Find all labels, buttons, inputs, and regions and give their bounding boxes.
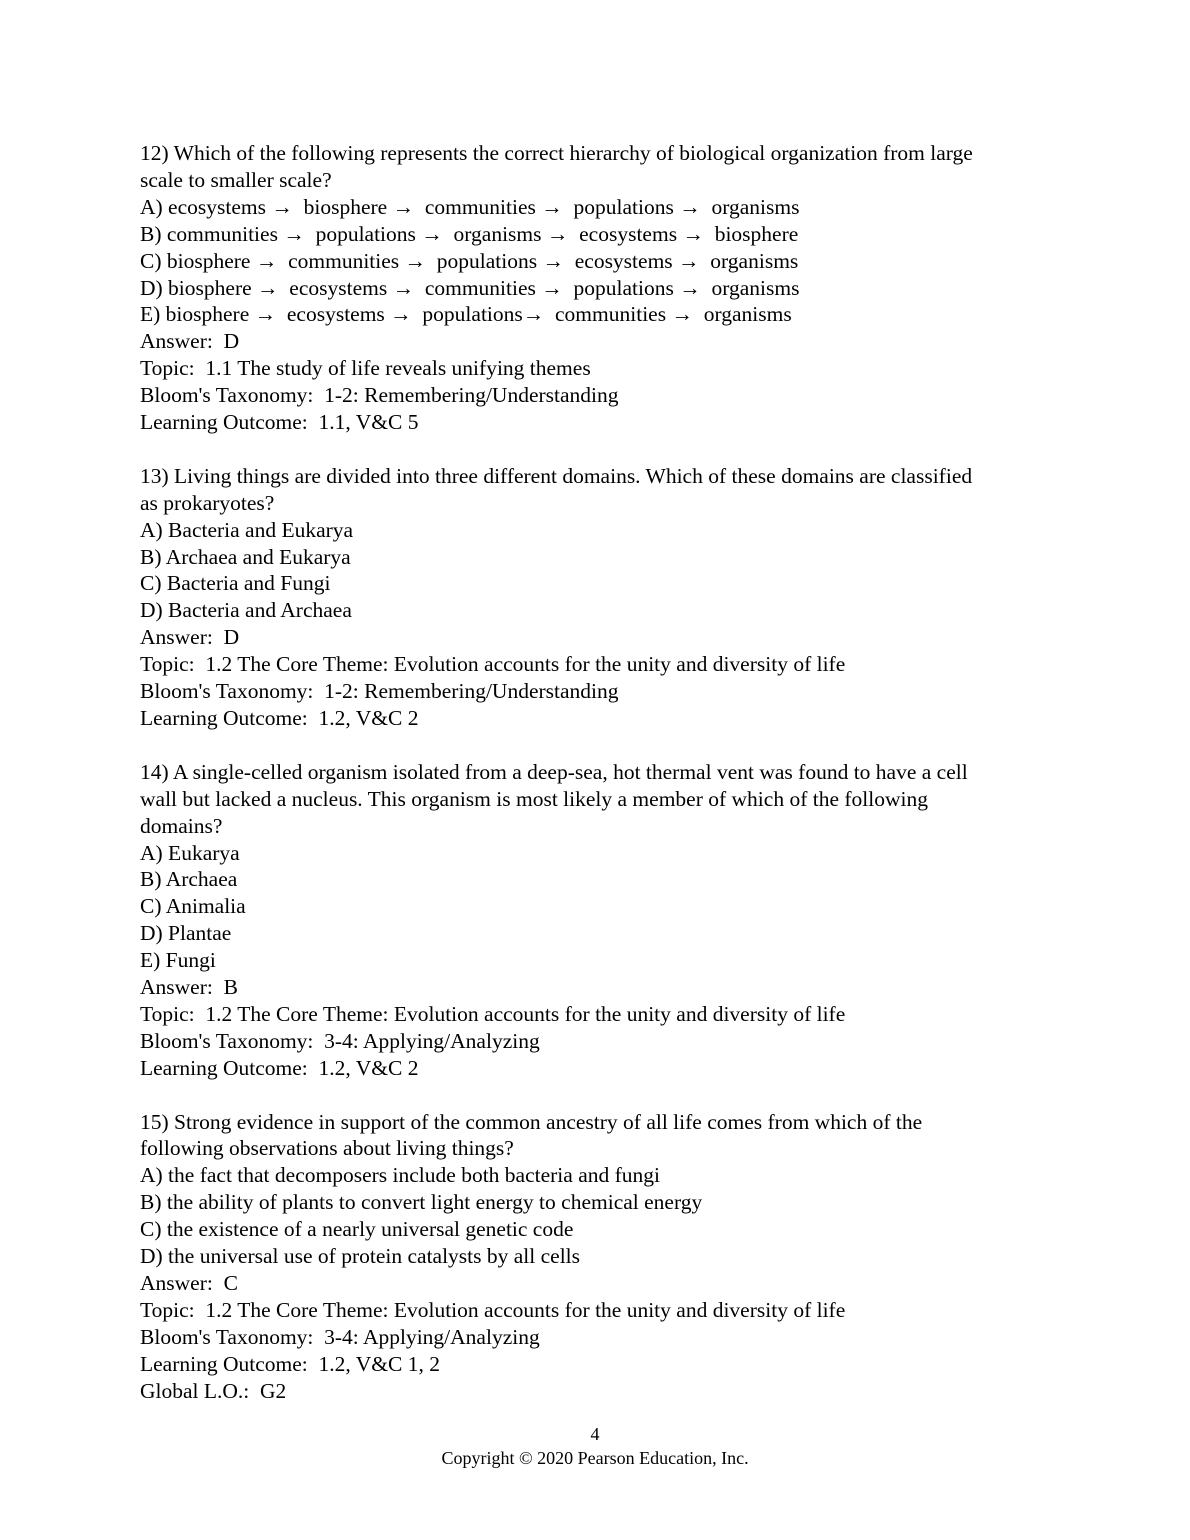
question-list: [140, 140, 1060, 1431]
blooms-taxonomy: Bloom's Taxonomy: 1-2: Remembering/Understanding: [140, 383, 619, 408]
answer-option: D) Bacteria and Archaea: [140, 598, 352, 623]
answer-option: A) ecosystems → biosphere → communities → populations → organisms: [140, 194, 800, 219]
question-stem-line: 15) Strong evidence in support of the common ancestry of all life comes from which of the: [140, 1109, 923, 1134]
answer-option: D) Plantae: [140, 921, 232, 946]
answer-option: C) biosphere → communities → populations → ecosystems → organisms: [140, 248, 799, 273]
question-stem-line: 13) Living things are divided into three different domains. Which of these domains are classified: [140, 463, 973, 488]
answer-option: B) the ability of plants to convert light energy to chemical energy: [140, 1190, 703, 1215]
answer-option: A) the fact that decomposers include both bacteria and fungi: [140, 1163, 660, 1188]
question-stem-line: as prokaryotes?: [140, 490, 275, 515]
page-number: 4: [590, 1424, 600, 1444]
answer-option: B) Archaea: [140, 867, 238, 892]
blooms-taxonomy: Bloom's Taxonomy: 3-4: Applying/Analyzing: [140, 1028, 540, 1053]
answer-option: E) Fungi: [140, 948, 216, 973]
answer-key: Answer: C: [140, 1271, 238, 1296]
global-learning-outcome: Global L.O.: G2: [140, 1378, 287, 1403]
question-14: [140, 759, 1060, 1082]
topic: Topic: 1.1 The study of life reveals unifying themes: [140, 356, 591, 381]
answer-key: Answer: B: [140, 975, 238, 1000]
answer-key: Answer: D: [140, 329, 240, 354]
learning-outcome: Learning Outcome: 1.2, V&C 2: [140, 706, 419, 731]
topic: Topic: 1.2 The Core Theme: Evolution accounts for the unity and diversity of life: [140, 1297, 846, 1322]
answer-option: E) biosphere → ecosystems → populations→ communities → organisms: [140, 302, 792, 327]
answer-option: B) communities → populations → organisms → ecosystems → biosphere: [140, 221, 799, 246]
question-15: [140, 1109, 1060, 1405]
question-stem-line: following observations about living things?: [140, 1136, 514, 1161]
question-stem-line: domains?: [140, 813, 223, 838]
learning-outcome: Learning Outcome: 1.2, V&C 1, 2: [140, 1351, 440, 1376]
copyright-notice: Copyright © 2020 Pearson Education, Inc.: [441, 1448, 749, 1468]
question-stem-line: scale to smaller scale?: [140, 167, 332, 192]
question-stem-line: 14) A single-celled organism isolated from a deep-sea, hot thermal vent was found to have a cell: [140, 759, 968, 784]
answer-option: C) the existence of a nearly universal genetic code: [140, 1217, 574, 1242]
learning-outcome: Learning Outcome: 1.1, V&C 5: [140, 410, 419, 435]
question-stem-line: 12) Which of the following represents the correct hierarchy of biological organization from large: [140, 141, 973, 165]
learning-outcome: Learning Outcome: 1.2, V&C 2: [140, 1055, 419, 1080]
answer-option: B) Archaea and Eukarya: [140, 544, 351, 569]
answer-option: D) the universal use of protein catalysts by all cells: [140, 1244, 581, 1269]
answer-option: C) Animalia: [140, 894, 246, 919]
question-stem-line: wall but lacked a nucleus. This organism is most likely a member of which of the following: [140, 786, 928, 811]
topic: Topic: 1.2 The Core Theme: Evolution accounts for the unity and diversity of life: [140, 652, 846, 677]
answer-option: A) Bacteria and Eukarya: [140, 517, 354, 542]
answer-option: A) Eukarya: [140, 840, 240, 865]
answer-option: C) Bacteria and Fungi: [140, 571, 331, 596]
topic: Topic: 1.2 The Core Theme: Evolution accounts for the unity and diversity of life: [140, 1001, 846, 1026]
question-13: [140, 463, 1060, 732]
blooms-taxonomy: Bloom's Taxonomy: 1-2: Remembering/Understanding: [140, 679, 619, 704]
blooms-taxonomy: Bloom's Taxonomy: 3-4: Applying/Analyzing: [140, 1324, 540, 1349]
question-12: [140, 140, 1060, 436]
answer-key: Answer: D: [140, 625, 240, 650]
answer-option: D) biosphere → ecosystems → communities → populations → organisms: [140, 275, 800, 300]
